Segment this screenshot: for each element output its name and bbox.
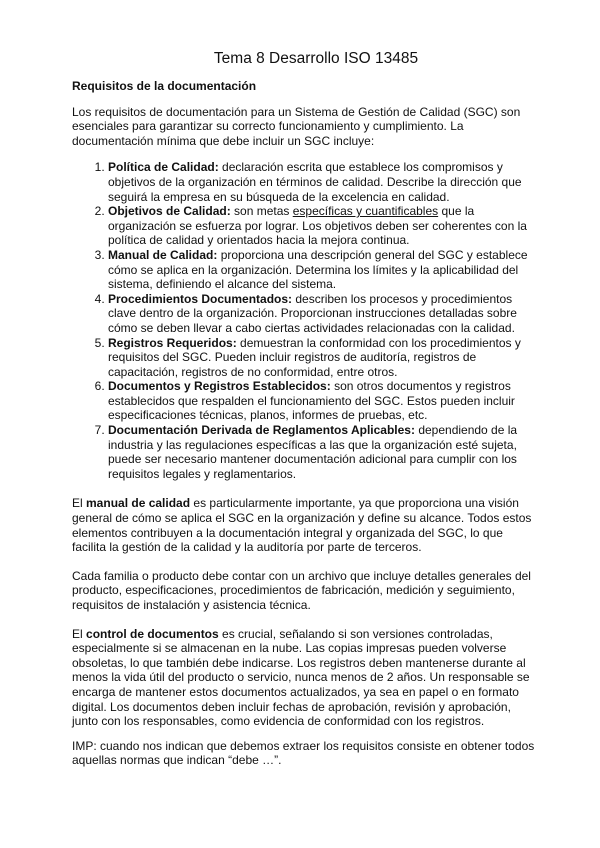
- list-item: [108, 423, 536, 481]
- text-run: El: [72, 626, 87, 641]
- item-text: son metas: [230, 204, 293, 219]
- document-title: Tema 8 Desarrollo ISO 13485: [213, 50, 419, 67]
- intro-paragraph: Los requisitos de documentación para un Sistema de Gestión de Calidad (SGC) son esenciales para garantizar su correcto funcionamiento y cumplimiento. La documentación mínima que debe incluir un SGC incluye:: [72, 104, 521, 148]
- list-item: [108, 336, 536, 380]
- item-text: proporciona una descripción general del SGC y establece cómo se aplica en la organización. Determina los límites y la aplicabilidad del sistema, definiendo el alcance del sistema.: [108, 247, 528, 292]
- imp-paragraph: IMP: cuando nos indican que debemos extraer los requisitos consiste en obtener todos aquellas normas que indican “debe …”.: [72, 738, 535, 768]
- requirements-list: [72, 160, 536, 481]
- item-text: describen los procesos y procedimientos clave dentro de la organización. Proporcionan instrucciones detalladas sobre cómo se deben llevar a cabo ciertas actividades relacionadas con la calidad.: [108, 291, 517, 335]
- item-term: Documentos y Registros Establecidos:: [108, 379, 331, 394]
- item-text: dependiendo de la industria y las regulaciones específicas a las que la organización esté sujeta, puede ser necesario mantener documentación adicional para cumplir con los requisitos legales y reglamentarios.: [108, 423, 518, 481]
- section-heading: Requisitos de la documentación: [72, 79, 257, 93]
- text-run: es crucial, señalando si son versiones controladas, especialmente si se almacenan en la nube. Las copias impresas pueden volverse obsoletas, lo que también debe indicarse. Los registros deben mantenerse durante al menos la vida útil del producto o servicio, nunca menos de 2 años. Un responsable se encarga de mantener estos documentos actualizados, ya sea en papel o en formato digital. Los documentos deben incluir fechas de aprobación, revisión y aprobación, junto con los responsables, como evidencia de conformidad con los registros.: [72, 626, 530, 729]
- list-item: [108, 248, 536, 292]
- control-paragraph: [72, 627, 536, 729]
- item-term: Procedimientos Documentados:: [108, 291, 293, 306]
- item-text: que la organización se esfuerza por lograr. Los objetivos deben ser coherentes con la política de calidad y orientados hacia la mejora continua.: [108, 204, 527, 248]
- item-underlined-text: específicas y cuantificables: [292, 204, 439, 219]
- item-term: Documentación Derivada de Reglamentos Aplicables:: [108, 423, 415, 438]
- text-run: es particularmente importante, ya que proporciona una visión general de cómo se aplica el SGC en la organización y define su alcance. Todos estos elementos contribuyen a la documentación integral y organizada del SGC, lo que facilita la gestión de la calidad y la auditoría por parte de terceros.: [72, 496, 532, 555]
- list-item: [108, 160, 536, 204]
- item-text: declaración escrita que establece los compromisos y objetivos de la organización en términos de calidad. Describe la dirección que seguirá la empresa en su búsqueda de la excelencia en calidad.: [108, 160, 522, 204]
- list-item: [108, 379, 536, 423]
- list-item: [108, 204, 536, 248]
- bold-term: control de documentos: [86, 626, 219, 641]
- item-term: Política de Calidad:: [108, 160, 219, 175]
- list-item: [108, 292, 536, 336]
- manual-paragraph: [72, 496, 536, 554]
- text-run: El: [72, 496, 87, 511]
- bold-term: manual de calidad: [86, 496, 191, 511]
- family-paragraph: Cada familia o producto debe contar con un archivo que incluye detalles generales del producto, especificaciones, procedimientos de fabricación, medición y seguimiento, requisitos de instalación y asistencia técnica.: [72, 568, 531, 612]
- item-text: demuestran la conformidad con los procedimientos y requisitos del SGC. Pueden incluir registros de auditoría, registros de capacitación, registros de no conformidad, entre otros.: [108, 335, 521, 379]
- item-term: Registros Requeridos:: [108, 335, 237, 350]
- item-term: Manual de Calidad:: [108, 247, 218, 262]
- item-term: Objetivos de Calidad:: [108, 204, 231, 219]
- item-text: son otros documentos y registros establecidos que respalden el funcionamiento del SGC. Estos pueden incluir especificaciones técnicas, planos, informes de pruebas, etc.: [108, 379, 515, 423]
